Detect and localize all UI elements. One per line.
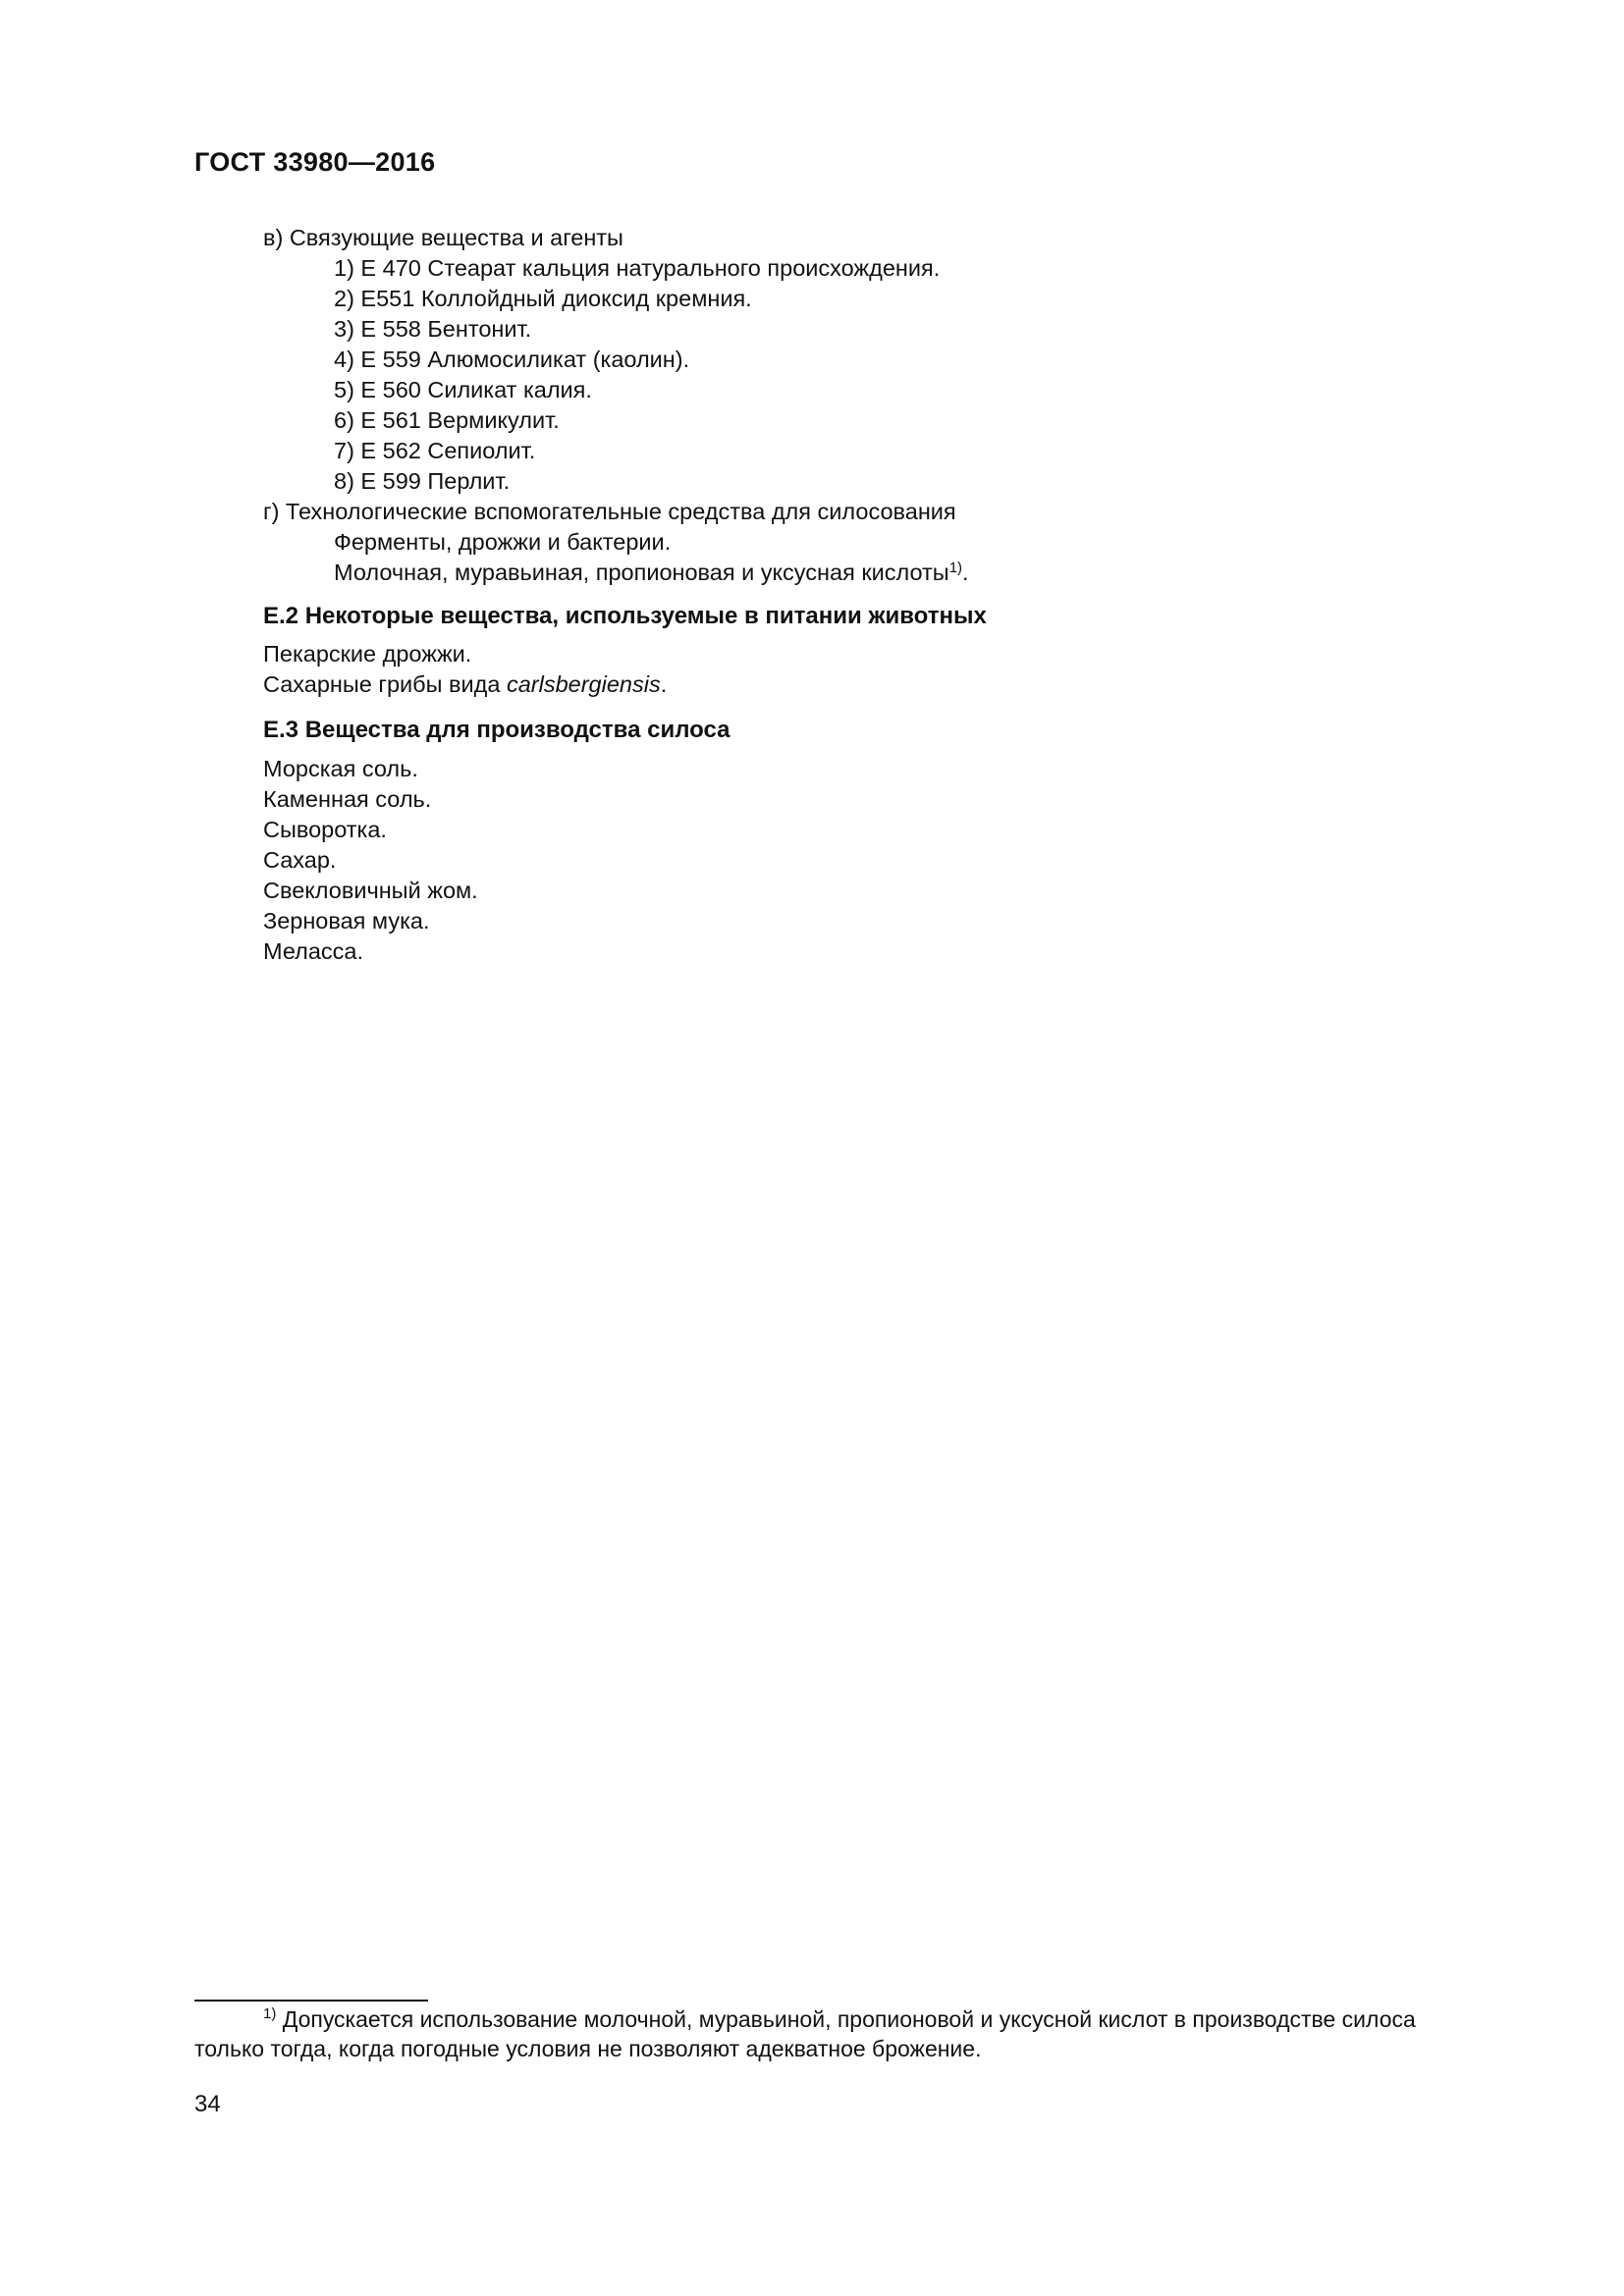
list-item: 5) Е 560 Силикат калия.: [334, 377, 592, 402]
footnote-marker: 1): [263, 2005, 277, 2022]
section-silage-aids: [263, 497, 969, 588]
species-name: carlsbergiensis: [506, 671, 661, 697]
footnote-reference: 1): [948, 560, 963, 576]
list-item-text: Молочная, муравьиная, пропионовая и уксусная кислоты: [334, 560, 949, 585]
list-item: Зерновая мука.: [263, 908, 430, 934]
list-item: [263, 669, 667, 700]
list-item: Пекарские дрожжи.: [263, 641, 472, 667]
list-item: 4) Е 559 Алюмосиликат (каолин).: [334, 347, 690, 372]
list-item-punctuation: .: [962, 560, 969, 585]
list-item: [334, 558, 969, 588]
footnote-line: [194, 2004, 1526, 2034]
list-item: Сыворотка.: [263, 817, 387, 842]
list-item: Меласса.: [263, 938, 364, 964]
list-item: Ферменты, дрожжи и бактерии.: [334, 529, 672, 555]
list-item: Морская соль.: [263, 756, 418, 781]
silage-aids-list: [263, 527, 969, 588]
footnote-divider: [194, 2000, 428, 2002]
section-title: г) Технологические вспомогательные средства для силосования: [263, 499, 956, 524]
list-item: 8) Е 599 Перлит.: [334, 468, 511, 494]
list-item: Каменная соль.: [263, 786, 432, 812]
section-heading-e2: Е.2 Некоторые вещества, используемые в питании животных: [263, 603, 987, 629]
footnote-text: Допускается использование молочной, муравьиной, пропионовой и уксусной кислот в производстве силоса: [276, 2006, 1416, 2032]
footnote: [194, 2004, 1526, 2063]
animal-feed-substances-list: [263, 639, 667, 700]
list-item: Свекловичный жом.: [263, 878, 478, 903]
page-number: 34: [194, 2091, 221, 2117]
section-binding-agents: [263, 223, 940, 497]
binding-agents-list: [263, 253, 940, 497]
section-title: в) Связующие вещества и агенты: [263, 225, 623, 250]
list-item-text: Сахарные грибы вида: [263, 671, 507, 697]
footnote-line: только тогда, когда погодные условия не позволяют адекватное брожение.: [194, 2036, 982, 2061]
silage-substances-list: [263, 754, 478, 967]
list-item: 3) Е 558 Бентонит.: [334, 316, 532, 342]
list-item: 2) Е551 Коллойдный диоксид кремния.: [334, 286, 752, 311]
list-item: 6) Е 561 Вермикулит.: [334, 407, 560, 433]
list-item: Сахар.: [263, 847, 337, 873]
section-heading-e3: Е.3 Вещества для производства силоса: [263, 717, 731, 743]
document-header: ГОСТ 33980—2016: [194, 147, 436, 177]
list-item: 1) Е 470 Стеарат кальция натурального происхождения.: [334, 255, 941, 281]
list-item: 7) Е 562 Сепиолит.: [334, 438, 536, 463]
list-item-punctuation: .: [660, 671, 668, 697]
